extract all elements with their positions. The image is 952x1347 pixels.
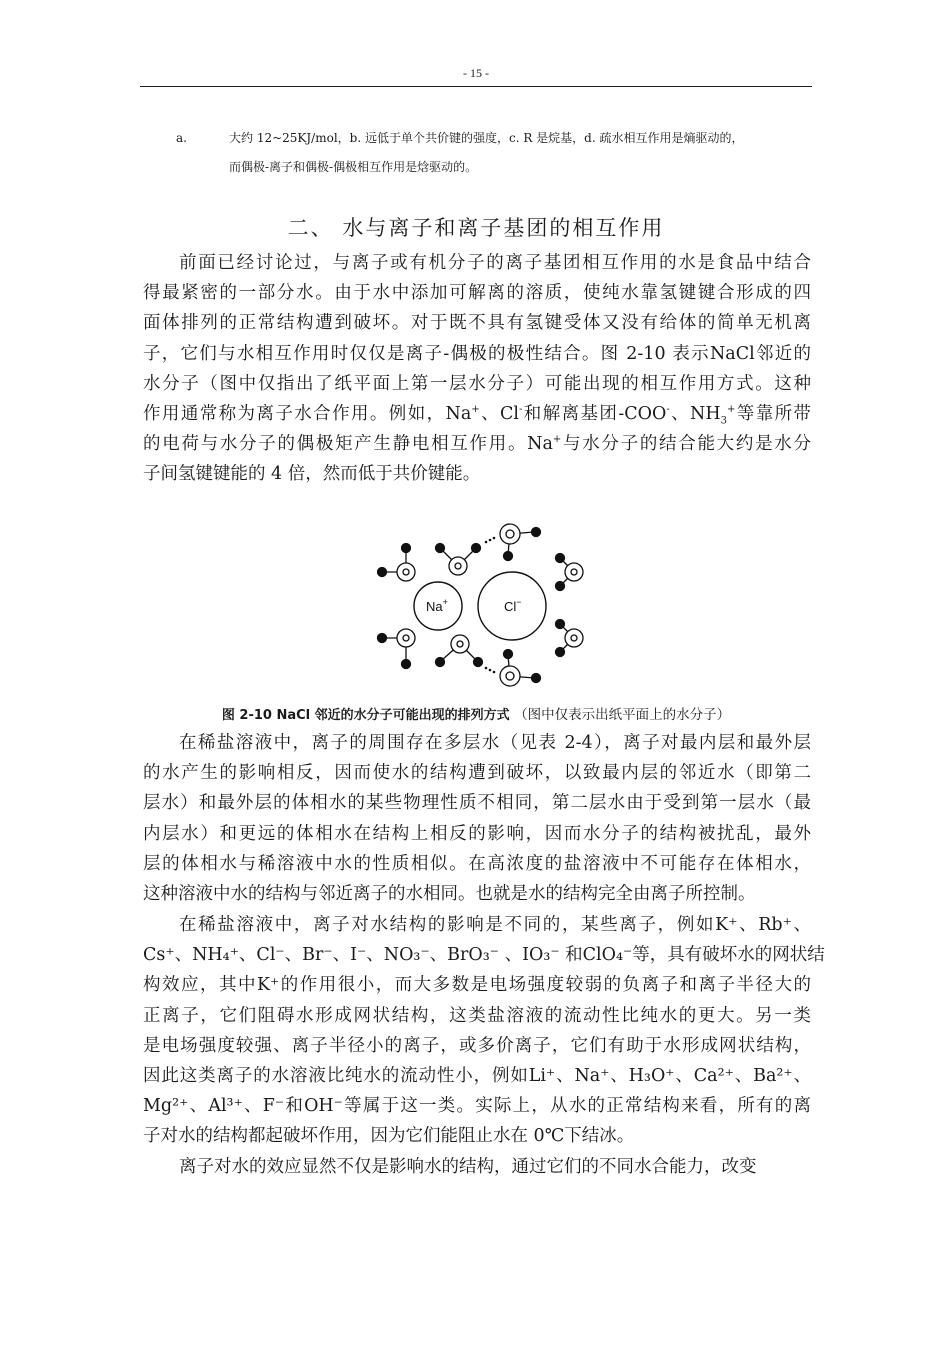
para3-line-6: 因此这类离子的水溶液比纯水的流动性小，例如Li⁺、Na⁺、H₃O⁺、Ca²⁺、Ba²⁺、 xyxy=(143,1065,811,1086)
para1-line-4: 子，它们与水相互作用时仅仅是离子-偶极的极性结合。图 2-10 表示NaCl邻近的 xyxy=(143,343,811,364)
para2-line-6: 这种溶液中水的结构与邻近离子的水相同。也就是水的结构完全由离子所控制。 xyxy=(143,883,756,904)
para3-line-5: 是电场强度较强、离子半径小的离子，或多价离子，它们有助于水形成网状结构， xyxy=(143,1035,811,1056)
para3-line-7: Mg²⁺、Al³⁺、F⁻和OH⁻等属于这一类。实际上，从水的正常结构来看，所有的离 xyxy=(143,1096,811,1117)
footnote-line-2: 而偶极-离子和偶极-偶极相互作用是焓驱动的。 xyxy=(229,160,478,174)
water-molecule xyxy=(556,554,584,591)
para1-line-1: 前面已经讨论过，与离子或有机分子的离子基团相互作用的水是食品中结合 xyxy=(179,253,811,273)
paragraph-1 xyxy=(143,248,811,490)
footnote-tag: a. xyxy=(176,131,187,145)
para3-line-1: 在稀盐溶液中，离子对水结构的影响是不同的，某些离子，例如K⁺、Rb⁺、 xyxy=(179,915,811,935)
figure-caption xyxy=(0,703,952,723)
water-molecule xyxy=(378,629,416,669)
para2-line-1: 在稀盐溶液中，离子的周围存在多层水（见表 2-4），离子对最内层和最外层 xyxy=(179,733,811,753)
caption-note: （图中仅表示出纸平面上的水分子） xyxy=(514,707,731,723)
para3-line-8: 子对水的结构都起破坏作用，因为它们能阻止水在 0℃下结冰。 xyxy=(143,1126,635,1147)
page-number: - 15 - xyxy=(463,66,489,80)
nacl-water-figure xyxy=(370,520,588,696)
paragraph-2 xyxy=(143,728,811,909)
water-molecule xyxy=(500,650,541,687)
para2-line-3: 层水）和最外层的体相水的某些物理性质不相同，第二层水由于受到第一层水（最 xyxy=(143,793,811,814)
water-molecule xyxy=(436,635,483,667)
cl-label: Cl− xyxy=(504,597,522,614)
header-rule xyxy=(140,86,812,87)
water-molecule xyxy=(556,620,584,657)
para1-line-2: 得最紧密的一部分水。由于水中添加可解离的溶质，使纯水靠氢键键合形成的四 xyxy=(143,283,811,304)
footnote-line-1: 大约 12~25KJ/mol，b. 远低于单个共价键的强度，c. R 是烷基，d. 疏水相互作用是熵驱动的， xyxy=(229,131,744,145)
water-molecule xyxy=(436,544,481,576)
caption-label: 图 2-10 NaCl 邻近的水分子可能出现的排列方式 xyxy=(221,708,510,723)
para4-line-1: 离子对水的效应显然不仅是影响水的结构，通过它们的不同水合能力，改变 xyxy=(179,1157,757,1177)
na-label: Na+ xyxy=(426,597,448,614)
para2-line-5: 层的体相水与稀溶液中水的性质相似。在高浓度的盐溶液中不可能存在体相水， xyxy=(143,853,811,874)
water-molecule xyxy=(500,524,541,561)
para1-line-8: 子间氢键键能的 4 倍，然而低于共价键能。 xyxy=(143,464,481,485)
water-molecule xyxy=(378,544,416,582)
paragraph-3 xyxy=(143,910,825,1152)
para1-line-3: 面体排列的正常结构遭到破坏。对于既不具有氢键受体又没有给体的简单无机离 xyxy=(143,313,811,334)
para1-line-7: 的电荷与水分子的偶极矩产生静电相互作用。Na+与水分子的结合能大约是水分 xyxy=(143,434,811,455)
para3-line-2: Cs⁺、NH₄⁺、Cl⁻、Br⁻、I⁻、NO₃⁻、BrO₃⁻ 、IO₃⁻ 和ClO₄⁻等，具有破坏水的网状结 xyxy=(143,945,825,966)
para2-line-4: 内层水）和更远的体相水在结构上相反的影响，因而水分子的结构被扰乱，最外 xyxy=(143,823,811,844)
para3-line-3: 构效应，其中K⁺的作用很小，而大多数是电场强度较弱的负离子和离子半径大的 xyxy=(143,975,811,996)
para3-line-4: 正离子，它们阻碍水形成网状结构，这类盐溶液的流动性比纯水的更大。另一类 xyxy=(143,1005,811,1026)
section-title: 二、 水与离子和离子基团的相互作用 xyxy=(287,216,665,240)
para1-line-5: 水分子（图中仅指出了纸平面上第一层水分子）可能出现的相互作用方式。这种 xyxy=(143,373,811,394)
para2-line-2: 的水产生的影响相反，因而使水的结构遭到破坏，以致最内层的邻近水（即第二 xyxy=(143,763,811,784)
paragraph-4 xyxy=(143,1152,811,1182)
para1-line-6: 作用通常称为离子水合作用。例如，Na+、Cl-和解离基团-COO-、$NH_3^+$等靠所带 xyxy=(143,403,812,427)
